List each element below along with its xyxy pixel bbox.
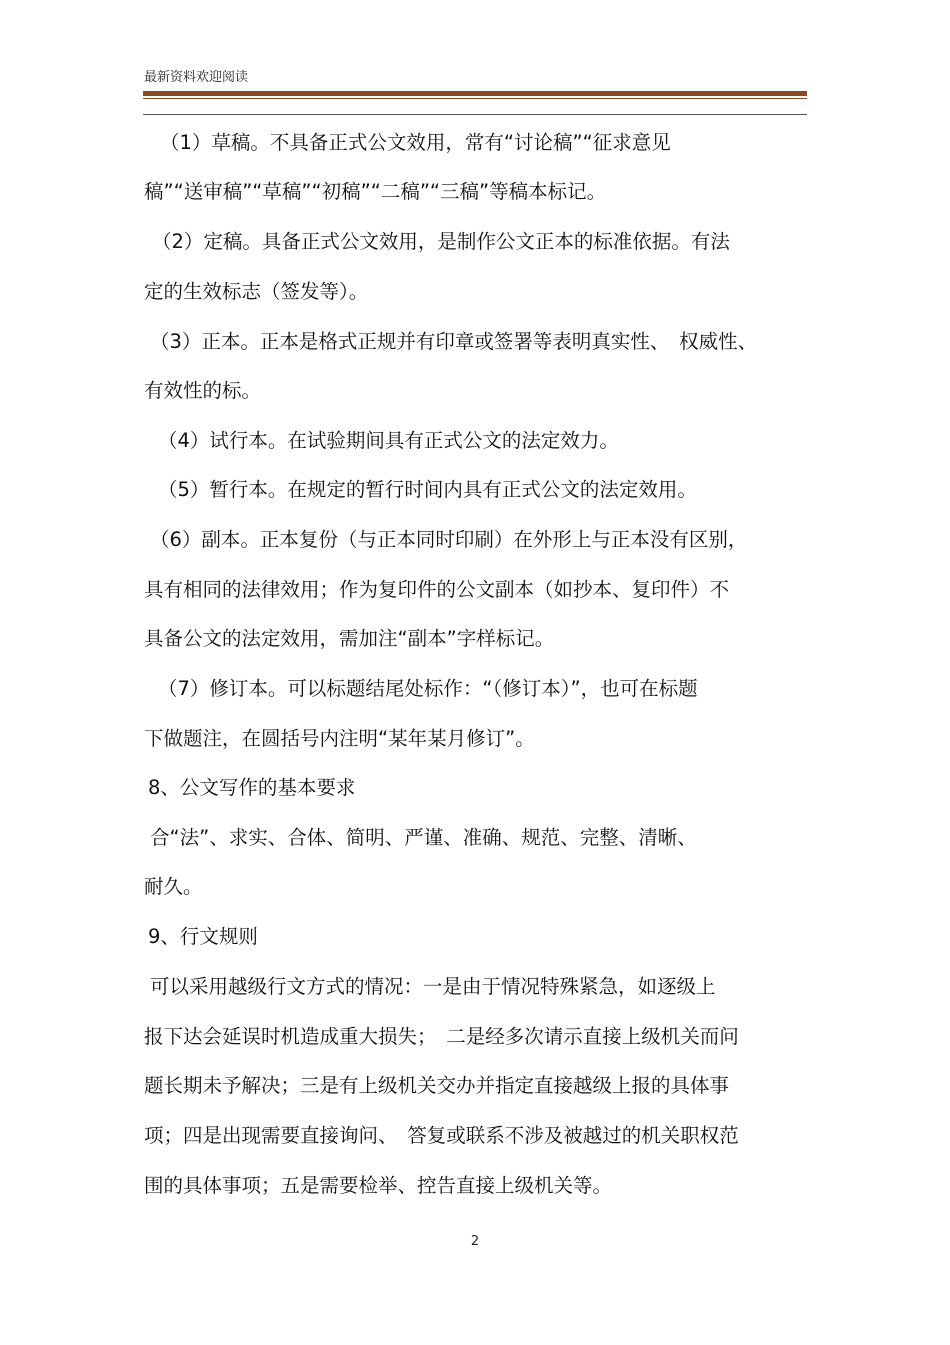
text-line: 可以采用越级行文方式的情况：一是由于情况特殊紧急，如逐级上	[150, 975, 716, 998]
text-line: 具有相同的法律效用；作为复印件的公文副本（如抄本、复印件）不	[144, 578, 730, 601]
text-line: 下做题注，在圆括号内注明“某年某月修订”。	[144, 727, 535, 750]
header-text: 最新资料欢迎阅读	[144, 70, 249, 85]
header-rule-bottom	[143, 114, 807, 115]
text-line: 题长期未予解决；三是有上级机关交办并指定直接越级上报的具体事	[144, 1074, 730, 1097]
text-line: 具备公文的法定效用，需加注“副本”字样标记。	[144, 627, 555, 650]
text-line: 稿”“送审稿”“草稿”“初稿”“二稿”“三稿”等稿本标记。	[144, 180, 607, 203]
text-line: （7）修订本。可以标题结尾处标作：“（修订本）”，也可在标题	[158, 677, 698, 700]
section-heading: 9、行文规则	[148, 925, 258, 948]
header-rule-thin	[143, 98, 807, 99]
text-line: （1）草稿。不具备正式公文效用，常有“讨论稿”“征求意见	[160, 131, 671, 154]
text-line: 定的生效标志（签发等）。	[144, 280, 369, 303]
text-line: 项；四是出现需要直接询问、 答复或联系不涉及被越过的机关职权范	[144, 1124, 739, 1147]
text-line: 耐久。	[144, 875, 203, 898]
text-line: 合“法”、求实、合体、简明、严谨、准确、规范、完整、清晰、	[150, 826, 697, 849]
text-line: （2）定稿。具备正式公文效用，是制作公文正本的标准依据。有法	[152, 230, 730, 253]
text-line: （4）试行本。在试验期间具有正式公文的法定效力。	[158, 429, 619, 452]
header-rule-thick	[143, 91, 807, 96]
text-line: 围的具体事项；五是需要检举、控告直接上级机关等。	[144, 1174, 613, 1197]
text-line: 报下达会延误时机造成重大损失； 二是经多次请示直接上级机关而问	[144, 1025, 739, 1048]
text-line: （3）正本。正本是格式正规并有印章或签署等表明真实性、 权威性、	[150, 330, 758, 353]
text-line: 有效性的标。	[144, 379, 262, 402]
section-heading: 8、公文写作的基本要求	[148, 776, 356, 799]
page-number: 2	[470, 1234, 480, 1249]
text-line: （5）暂行本。在规定的暂行时间内具有正式公文的法定效用。	[158, 478, 697, 501]
text-line: （6）副本。正本复份（与正本同时印刷）在外形上与正本没有区别，	[150, 528, 748, 551]
